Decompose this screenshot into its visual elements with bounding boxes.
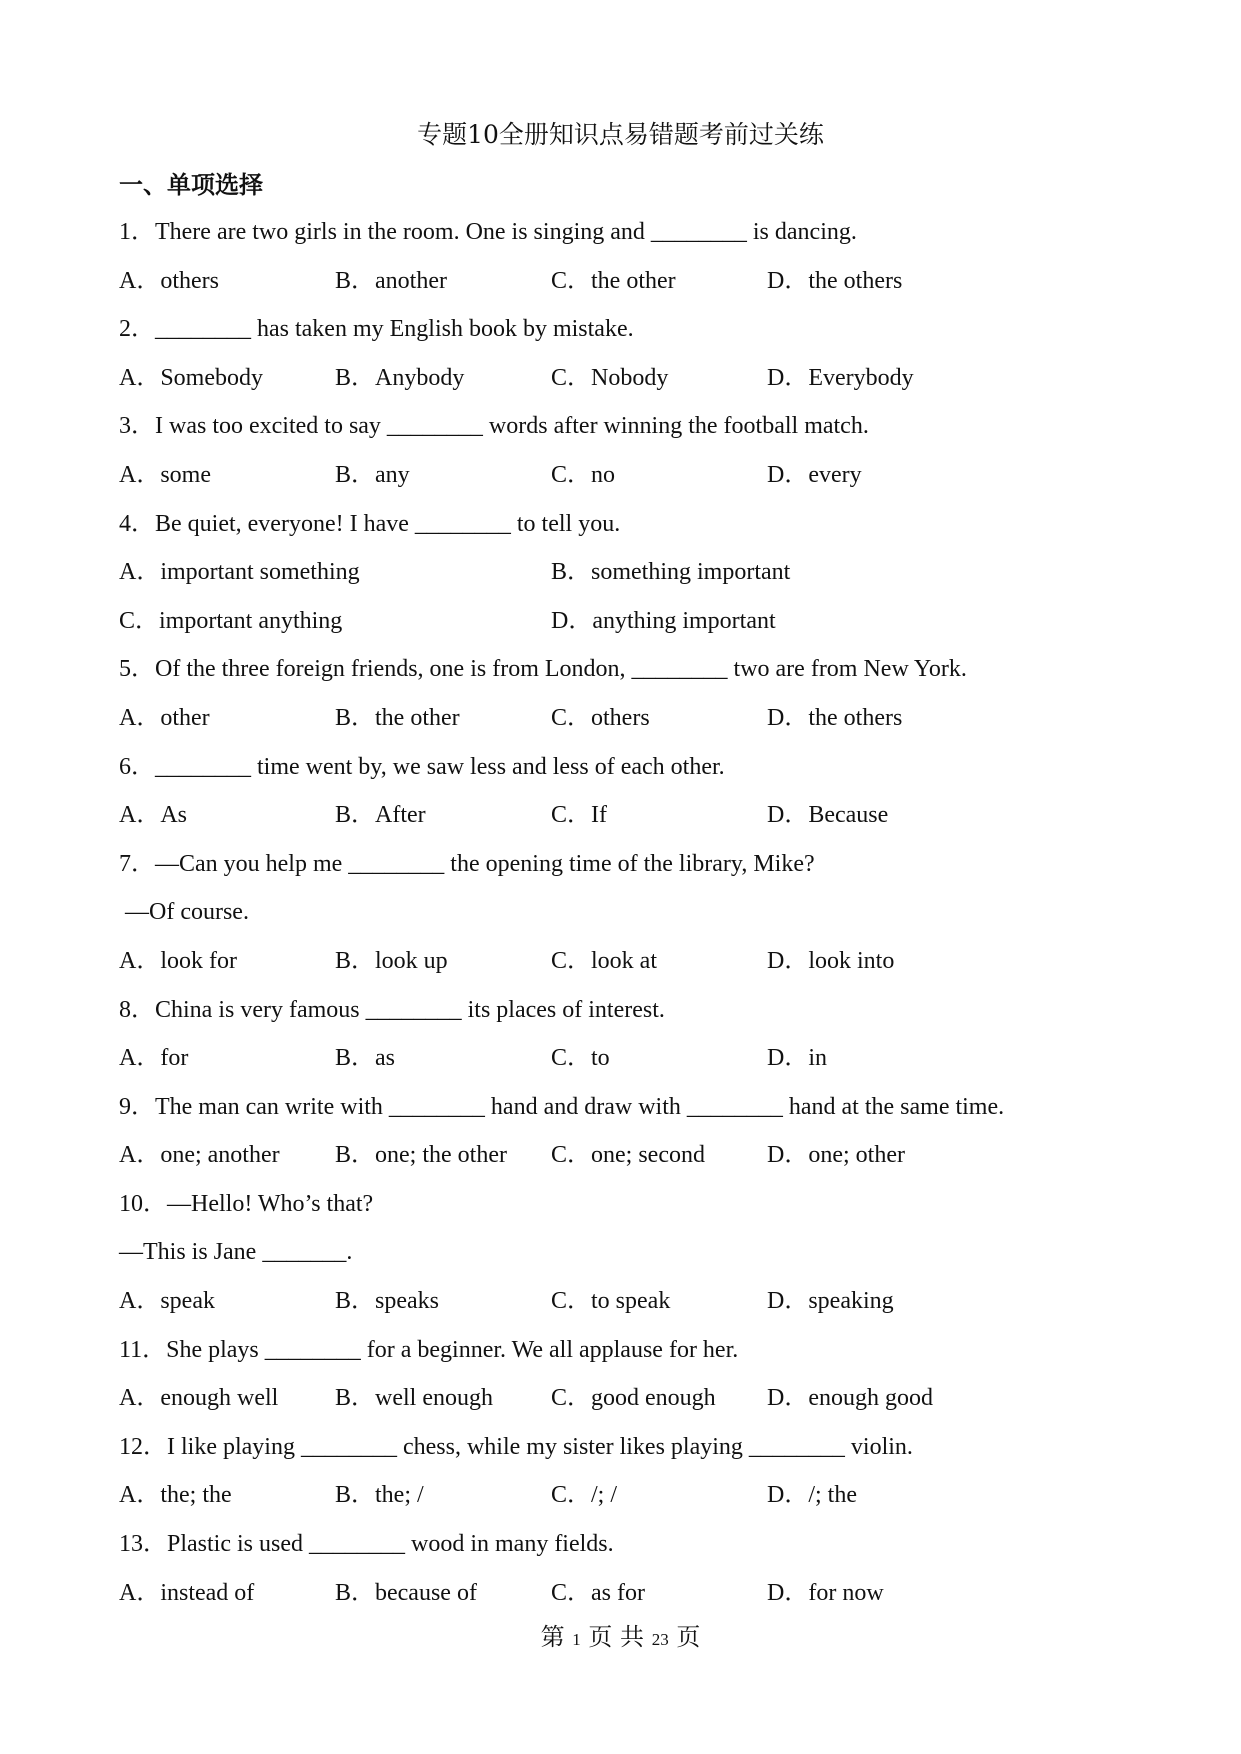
answer-option: A．Somebody	[119, 364, 263, 391]
options-line	[119, 361, 1129, 410]
question-line: 6．________ time went by, we saw less and less of each other.	[119, 753, 725, 780]
answer-option: C．the other	[551, 267, 676, 294]
answer-option: A．one; another	[119, 1142, 280, 1169]
options-line	[119, 1478, 1129, 1527]
answer-option: C．If	[551, 802, 607, 829]
answer-option: A．some	[119, 461, 211, 488]
answer-option: B．Anybody	[335, 364, 465, 391]
footer-suffix: 页	[676, 1623, 701, 1651]
answer-option: C．to	[551, 1045, 610, 1072]
answer-option: D．one; other	[767, 1142, 905, 1169]
options-line	[119, 1284, 1129, 1333]
question-line: 1．There are two girls in the room. One is singing and ________ is dancing.	[119, 219, 857, 245]
answer-option: D．Because	[767, 802, 889, 829]
section-heading: 一、单项选择	[119, 171, 263, 199]
options-line	[119, 798, 1129, 847]
answer-option: C．one; second	[551, 1142, 705, 1169]
answer-option: A．other	[119, 704, 210, 731]
answer-option: B．After	[335, 802, 426, 829]
answer-option: B．well enough	[335, 1385, 493, 1412]
question-line: 4．Be quiet, everyone! I have ________ to tell you.	[119, 510, 621, 537]
answer-option: D．in	[767, 1045, 827, 1072]
answer-option: C．look at	[551, 947, 657, 974]
options-line	[119, 264, 1129, 313]
question-line: 10．—Hello! Who’s that?	[119, 1190, 374, 1217]
answer-option: B．another	[335, 267, 447, 294]
answer-option: C．Nobody	[551, 364, 669, 391]
question-line: —Of course.	[119, 899, 249, 926]
question-line: 11．She plays ________ for a beginner. We all applause for her.	[119, 1336, 739, 1363]
answer-option: D．look into	[767, 947, 895, 974]
answer-option: A．enough well	[119, 1385, 279, 1412]
question-line: —This is Jane _______.	[119, 1239, 353, 1266]
answer-option: A．look for	[119, 947, 237, 974]
answer-option: C．/; /	[551, 1482, 618, 1509]
question-line: 8．China is very famous ________ its places of interest.	[119, 996, 665, 1023]
answer-option: D．every	[767, 461, 862, 488]
answer-option: C．others	[551, 704, 650, 731]
options-line	[119, 1576, 1129, 1625]
footer-total-pages: 23	[651, 1630, 669, 1649]
answer-option: D．/; the	[767, 1482, 857, 1509]
answer-option: A．important something	[119, 559, 360, 586]
answer-option: B．speaks	[335, 1288, 439, 1315]
question-line: 7．—Can you help me ________ the opening time of the library, Mike?	[119, 850, 815, 877]
answer-option: A．the; the	[119, 1482, 232, 1509]
answer-option: C．to speak	[551, 1288, 671, 1315]
answer-option: A．speak	[119, 1288, 215, 1315]
footer-middle: 页 共	[588, 1623, 645, 1651]
answer-option: B．the; /	[335, 1482, 424, 1509]
answer-option: A．As	[119, 802, 188, 829]
options-line	[119, 1138, 1129, 1187]
page-footer	[0, 1620, 1241, 1657]
answer-option: D．Everybody	[767, 364, 914, 391]
question-line: 13．Plastic is used ________ wood in many fields.	[119, 1531, 614, 1558]
answer-option: D．the others	[767, 267, 903, 294]
answer-option: A．instead of	[119, 1579, 255, 1606]
answer-option: B．because of	[335, 1579, 477, 1606]
answer-option: D．speaking	[767, 1288, 894, 1315]
answer-option: B．as	[335, 1045, 395, 1072]
footer-page-number: 1	[572, 1630, 581, 1649]
options-line	[119, 555, 1129, 604]
question-line: 12．I like playing ________ chess, while my sister likes playing ________ violin.	[119, 1433, 913, 1460]
question-line: 3．I was too excited to say ________ words after winning the football match.	[119, 413, 869, 440]
answer-option: C．as for	[551, 1579, 645, 1606]
options-line	[119, 458, 1129, 507]
question-line: 5．Of the three foreign friends, one is from London, ________ two are from New York.	[119, 656, 967, 683]
options-line	[119, 604, 1129, 653]
answer-option: A．others	[119, 267, 219, 294]
answer-option: D．anything important	[551, 607, 776, 634]
options-line	[119, 1041, 1129, 1090]
answer-option: A．for	[119, 1045, 189, 1072]
question-line: 9．The man can write with ________ hand and draw with ________ hand at the same time.	[119, 1093, 1005, 1120]
page-title: 专题10全册知识点易错题考前过关练	[417, 120, 824, 149]
footer-prefix: 第	[540, 1623, 565, 1651]
answer-option: D．for now	[767, 1579, 884, 1606]
answer-option: B．one; the other	[335, 1142, 507, 1169]
options-line	[119, 1381, 1129, 1430]
answer-option: B．something important	[551, 559, 791, 586]
options-line	[119, 701, 1129, 750]
answer-option: D．the others	[767, 704, 903, 731]
answer-option: C．good enough	[551, 1385, 716, 1412]
answer-option: C．no	[551, 461, 616, 488]
answer-option: C．important anything	[119, 607, 343, 634]
question-list	[119, 215, 1129, 1624]
options-line	[119, 944, 1129, 993]
answer-option: B．look up	[335, 947, 448, 974]
question-line: 2．________ has taken my English book by mistake.	[119, 316, 634, 343]
answer-option: D．enough good	[767, 1385, 933, 1412]
answer-option: B．any	[335, 461, 410, 488]
answer-option: B．the other	[335, 704, 460, 731]
